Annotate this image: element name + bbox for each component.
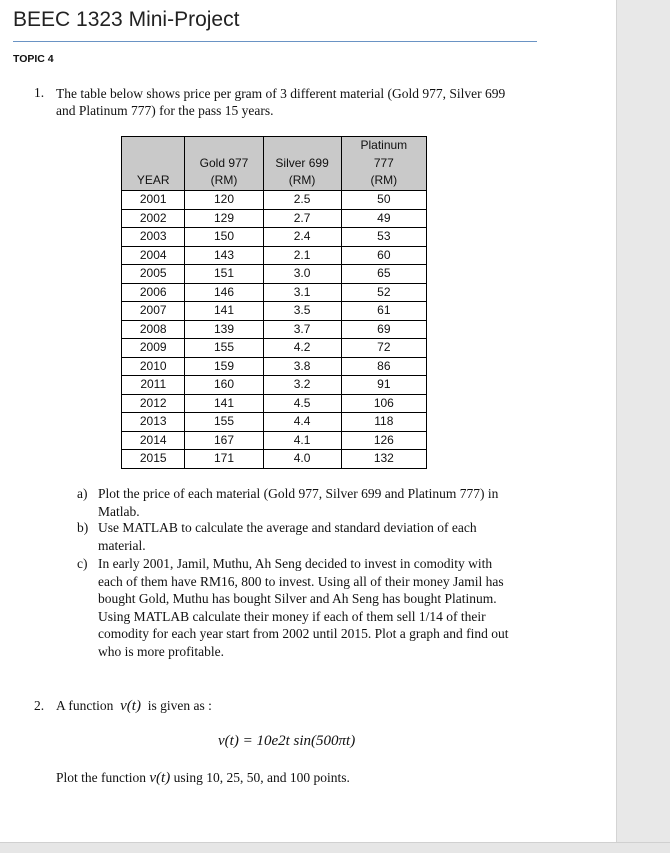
cell-gold: 171 (185, 450, 263, 469)
part-c-line: bought Gold, Muthu has bought Silver and Ah Seng has bought Platinum. (98, 591, 497, 607)
table-row (122, 209, 427, 228)
cell-silver: 4.1 (263, 431, 341, 450)
part-b-letter: b) (77, 520, 89, 535)
cell-year: 2005 (122, 265, 185, 284)
function-formula: v(t) = 10e2t sin(500πt) (218, 733, 356, 749)
cell-year: 2008 (122, 320, 185, 339)
header-year (122, 137, 185, 191)
cell-platinum: 118 (341, 413, 426, 432)
cell-silver: 2.5 (263, 191, 341, 210)
cell-platinum: 49 (341, 209, 426, 228)
part-a-line: Matlab. (98, 503, 140, 519)
header-gold-label: Gold 977 (199, 155, 249, 170)
question-1-intro-line: and Platinum 777) for the pass 15 years. (56, 103, 274, 118)
function-name: v(t) (120, 698, 141, 714)
cell-silver: 3.5 (263, 302, 341, 321)
cell-year: 2002 (122, 209, 185, 228)
cell-year: 2009 (122, 339, 185, 358)
cell-gold: 160 (185, 376, 263, 395)
cell-silver: 3.7 (263, 320, 341, 339)
cell-silver: 2.1 (263, 246, 341, 265)
question-2-intro (56, 697, 212, 715)
cell-year: 2007 (122, 302, 185, 321)
price-table (121, 136, 427, 469)
part-c-text (98, 555, 509, 661)
horizontal-scrollbar[interactable] (0, 842, 670, 853)
table-row (122, 450, 427, 469)
cell-year: 2011 (122, 376, 185, 395)
table-header-row (122, 137, 427, 191)
plot-instruction-prefix: Plot the function (56, 770, 146, 785)
question-2-number: 2. (34, 698, 45, 713)
table-row (122, 302, 427, 321)
topic-heading: TOPIC 4 (13, 53, 54, 65)
part-c-line: who is more profitable. (98, 643, 224, 659)
cell-gold: 139 (185, 320, 263, 339)
part-a (77, 485, 547, 521)
part-b-line: material. (98, 537, 146, 553)
cell-platinum: 65 (341, 265, 426, 284)
header-silver (263, 137, 341, 191)
part-c-line: each of them have RM16, 800 to invest. Using all of their money Jamil has (98, 573, 504, 589)
table-row (122, 431, 427, 450)
cell-silver: 3.0 (263, 265, 341, 284)
table-row (122, 376, 427, 395)
cell-gold: 141 (185, 394, 263, 413)
cell-platinum: 53 (341, 228, 426, 247)
cell-platinum: 106 (341, 394, 426, 413)
part-a-letter: a) (77, 486, 88, 501)
title-underline (13, 41, 537, 42)
part-c-line: Using MATLAB calculate their money if each of them sell 1/14 of their (98, 608, 486, 624)
cell-gold: 151 (185, 265, 263, 284)
question-2-intro-suffix: is given as : (147, 698, 212, 713)
table-row (122, 191, 427, 210)
cell-gold: 167 (185, 431, 263, 450)
part-a-line: Plot the price of each material (Gold 977, Silver 699 and Platinum 777) in (98, 486, 499, 501)
table-row (122, 283, 427, 302)
header-year-label: YEAR (136, 173, 170, 188)
table-row (122, 265, 427, 284)
plot-function-name: v(t) (149, 770, 171, 786)
question-1-intro (56, 85, 505, 119)
part-b (77, 519, 547, 555)
cell-gold: 143 (185, 246, 263, 265)
table-row (122, 246, 427, 265)
table-row (122, 228, 427, 247)
cell-silver: 4.2 (263, 339, 341, 358)
cell-year: 2003 (122, 228, 185, 247)
table-row (122, 357, 427, 376)
question-2-intro-prefix: A function (56, 698, 114, 713)
header-platinum-grade: 777 (373, 155, 394, 170)
header-platinum-unit: (RM) (370, 173, 398, 188)
cell-year: 2010 (122, 357, 185, 376)
header-platinum (341, 137, 426, 191)
part-c-line: In early 2001, Jamil, Muthu, Ah Seng decided to invest in comodity with (98, 556, 493, 571)
part-a-text (98, 485, 498, 520)
cell-silver: 4.4 (263, 413, 341, 432)
cell-silver: 3.1 (263, 283, 341, 302)
header-platinum-label: Platinum (360, 138, 408, 153)
cell-silver: 3.8 (263, 357, 341, 376)
cell-silver: 4.5 (263, 394, 341, 413)
part-b-line: Use MATLAB to calculate the average and standard deviation of each (98, 520, 477, 535)
cell-year: 2013 (122, 413, 185, 432)
cell-gold: 150 (185, 228, 263, 247)
cell-platinum: 60 (341, 246, 426, 265)
part-b-text (98, 519, 477, 554)
header-gold (185, 137, 263, 191)
cell-platinum: 126 (341, 431, 426, 450)
table-row (122, 339, 427, 358)
cell-platinum: 52 (341, 283, 426, 302)
cell-platinum: 50 (341, 191, 426, 210)
cell-platinum: 86 (341, 357, 426, 376)
document-title: BEEC 1323 Mini-Project (13, 8, 240, 31)
table-row (122, 413, 427, 432)
table-row (122, 394, 427, 413)
cell-gold: 129 (185, 209, 263, 228)
question-1-intro-line: The table below shows price per gram of 3 different material (Gold 977, Silver 699 (56, 86, 506, 101)
cell-silver: 2.7 (263, 209, 341, 228)
cell-silver: 3.2 (263, 376, 341, 395)
cell-year: 2012 (122, 394, 185, 413)
table-row (122, 320, 427, 339)
side-pane (616, 0, 670, 852)
cell-year: 2006 (122, 283, 185, 302)
header-silver-label: Silver 699 (275, 155, 329, 170)
cell-year: 2001 (122, 191, 185, 210)
cell-platinum: 69 (341, 320, 426, 339)
cell-gold: 155 (185, 413, 263, 432)
part-c-line: comodity for each year start from 2002 until 2015. Plot a graph and find out (98, 626, 509, 642)
cell-year: 2015 (122, 450, 185, 469)
plot-instruction-suffix: using 10, 25, 50, and 100 points. (173, 770, 350, 785)
question-2-plot-instruction (56, 769, 350, 787)
cell-platinum: 132 (341, 450, 426, 469)
cell-gold: 146 (185, 283, 263, 302)
header-silver-unit: (RM) (288, 173, 316, 188)
cell-silver: 2.4 (263, 228, 341, 247)
cell-year: 2014 (122, 431, 185, 450)
cell-platinum: 61 (341, 302, 426, 321)
cell-year: 2004 (122, 246, 185, 265)
part-c (77, 555, 547, 665)
cell-gold: 141 (185, 302, 263, 321)
part-c-letter: c) (77, 556, 88, 571)
header-gold-unit: (RM) (210, 173, 238, 188)
cell-platinum: 72 (341, 339, 426, 358)
question-1-number: 1. (34, 85, 45, 100)
cell-gold: 155 (185, 339, 263, 358)
cell-silver: 4.0 (263, 450, 341, 469)
cell-gold: 159 (185, 357, 263, 376)
cell-platinum: 91 (341, 376, 426, 395)
cell-gold: 120 (185, 191, 263, 210)
